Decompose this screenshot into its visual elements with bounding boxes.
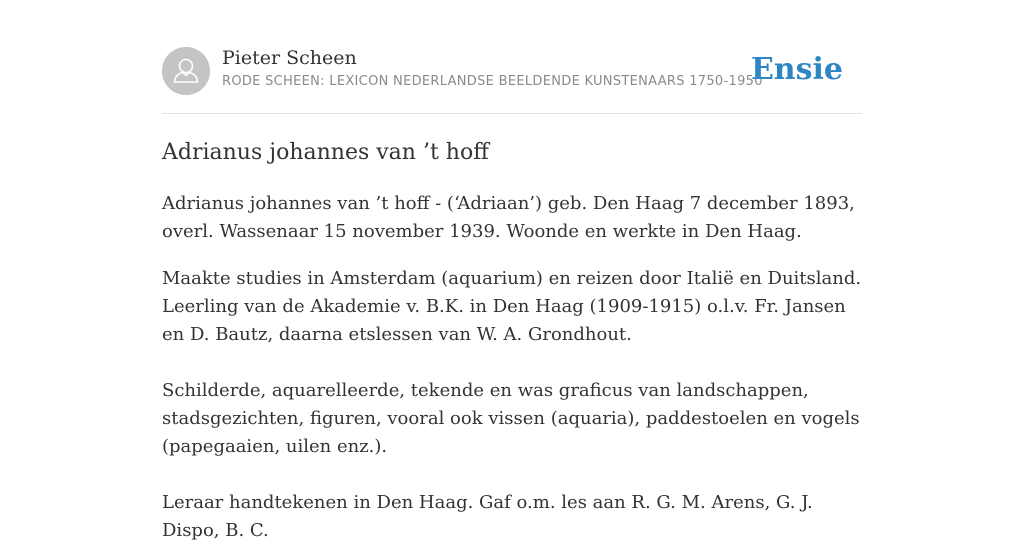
author-source[interactable]: RODE SCHEEN: LEXICON NEDERLANDSE BEELDENDE KUNSTENAARS 1750-1950 <box>222 74 763 89</box>
article-paragraph-details <box>162 265 866 545</box>
article-text-teaching: Leraar handtekenen in Den Haag. Gaf o.m. les aan R. G. M. Arens, G. J. Dispo, B. C. <box>162 492 813 541</box>
article-text-work: Schilderde, aquarelleerde, tekende en was graficus van landschappen, stadsgezichten, figuren, vooral ook vissen (aquaria), paddestoelen en vogels (papegaaien, uilen enz.). <box>162 380 860 457</box>
author-header <box>162 46 862 96</box>
article-paragraph-intro: Adrianus johannes van ’t hoff - (‘Adriaan’) geb. Den Haag 7 december 1893, overl. Wassenaar 15 november 1939. Woonde en werkte in Den Haag. <box>162 193 855 242</box>
header-divider <box>162 113 862 114</box>
ensie-logo[interactable]: Ensie <box>750 52 843 87</box>
line-break <box>162 461 866 489</box>
author-name[interactable]: Pieter Scheen <box>222 47 357 69</box>
line-break <box>162 349 866 377</box>
article-title: Adrianus johannes van ’t hoff <box>162 140 489 165</box>
author-avatar[interactable] <box>162 47 210 95</box>
article-text-studies: Maakte studies in Amsterdam (aquarium) en reizen door Italië en Duitsland. Leerling van de Akademie v. B.K. in Den Haag (1909-1915) o.l.v. Fr. Jansen en D. Bautz, daarna etslessen van W. A. Grondhout. <box>162 268 862 345</box>
user-silhouette-icon <box>162 47 210 95</box>
